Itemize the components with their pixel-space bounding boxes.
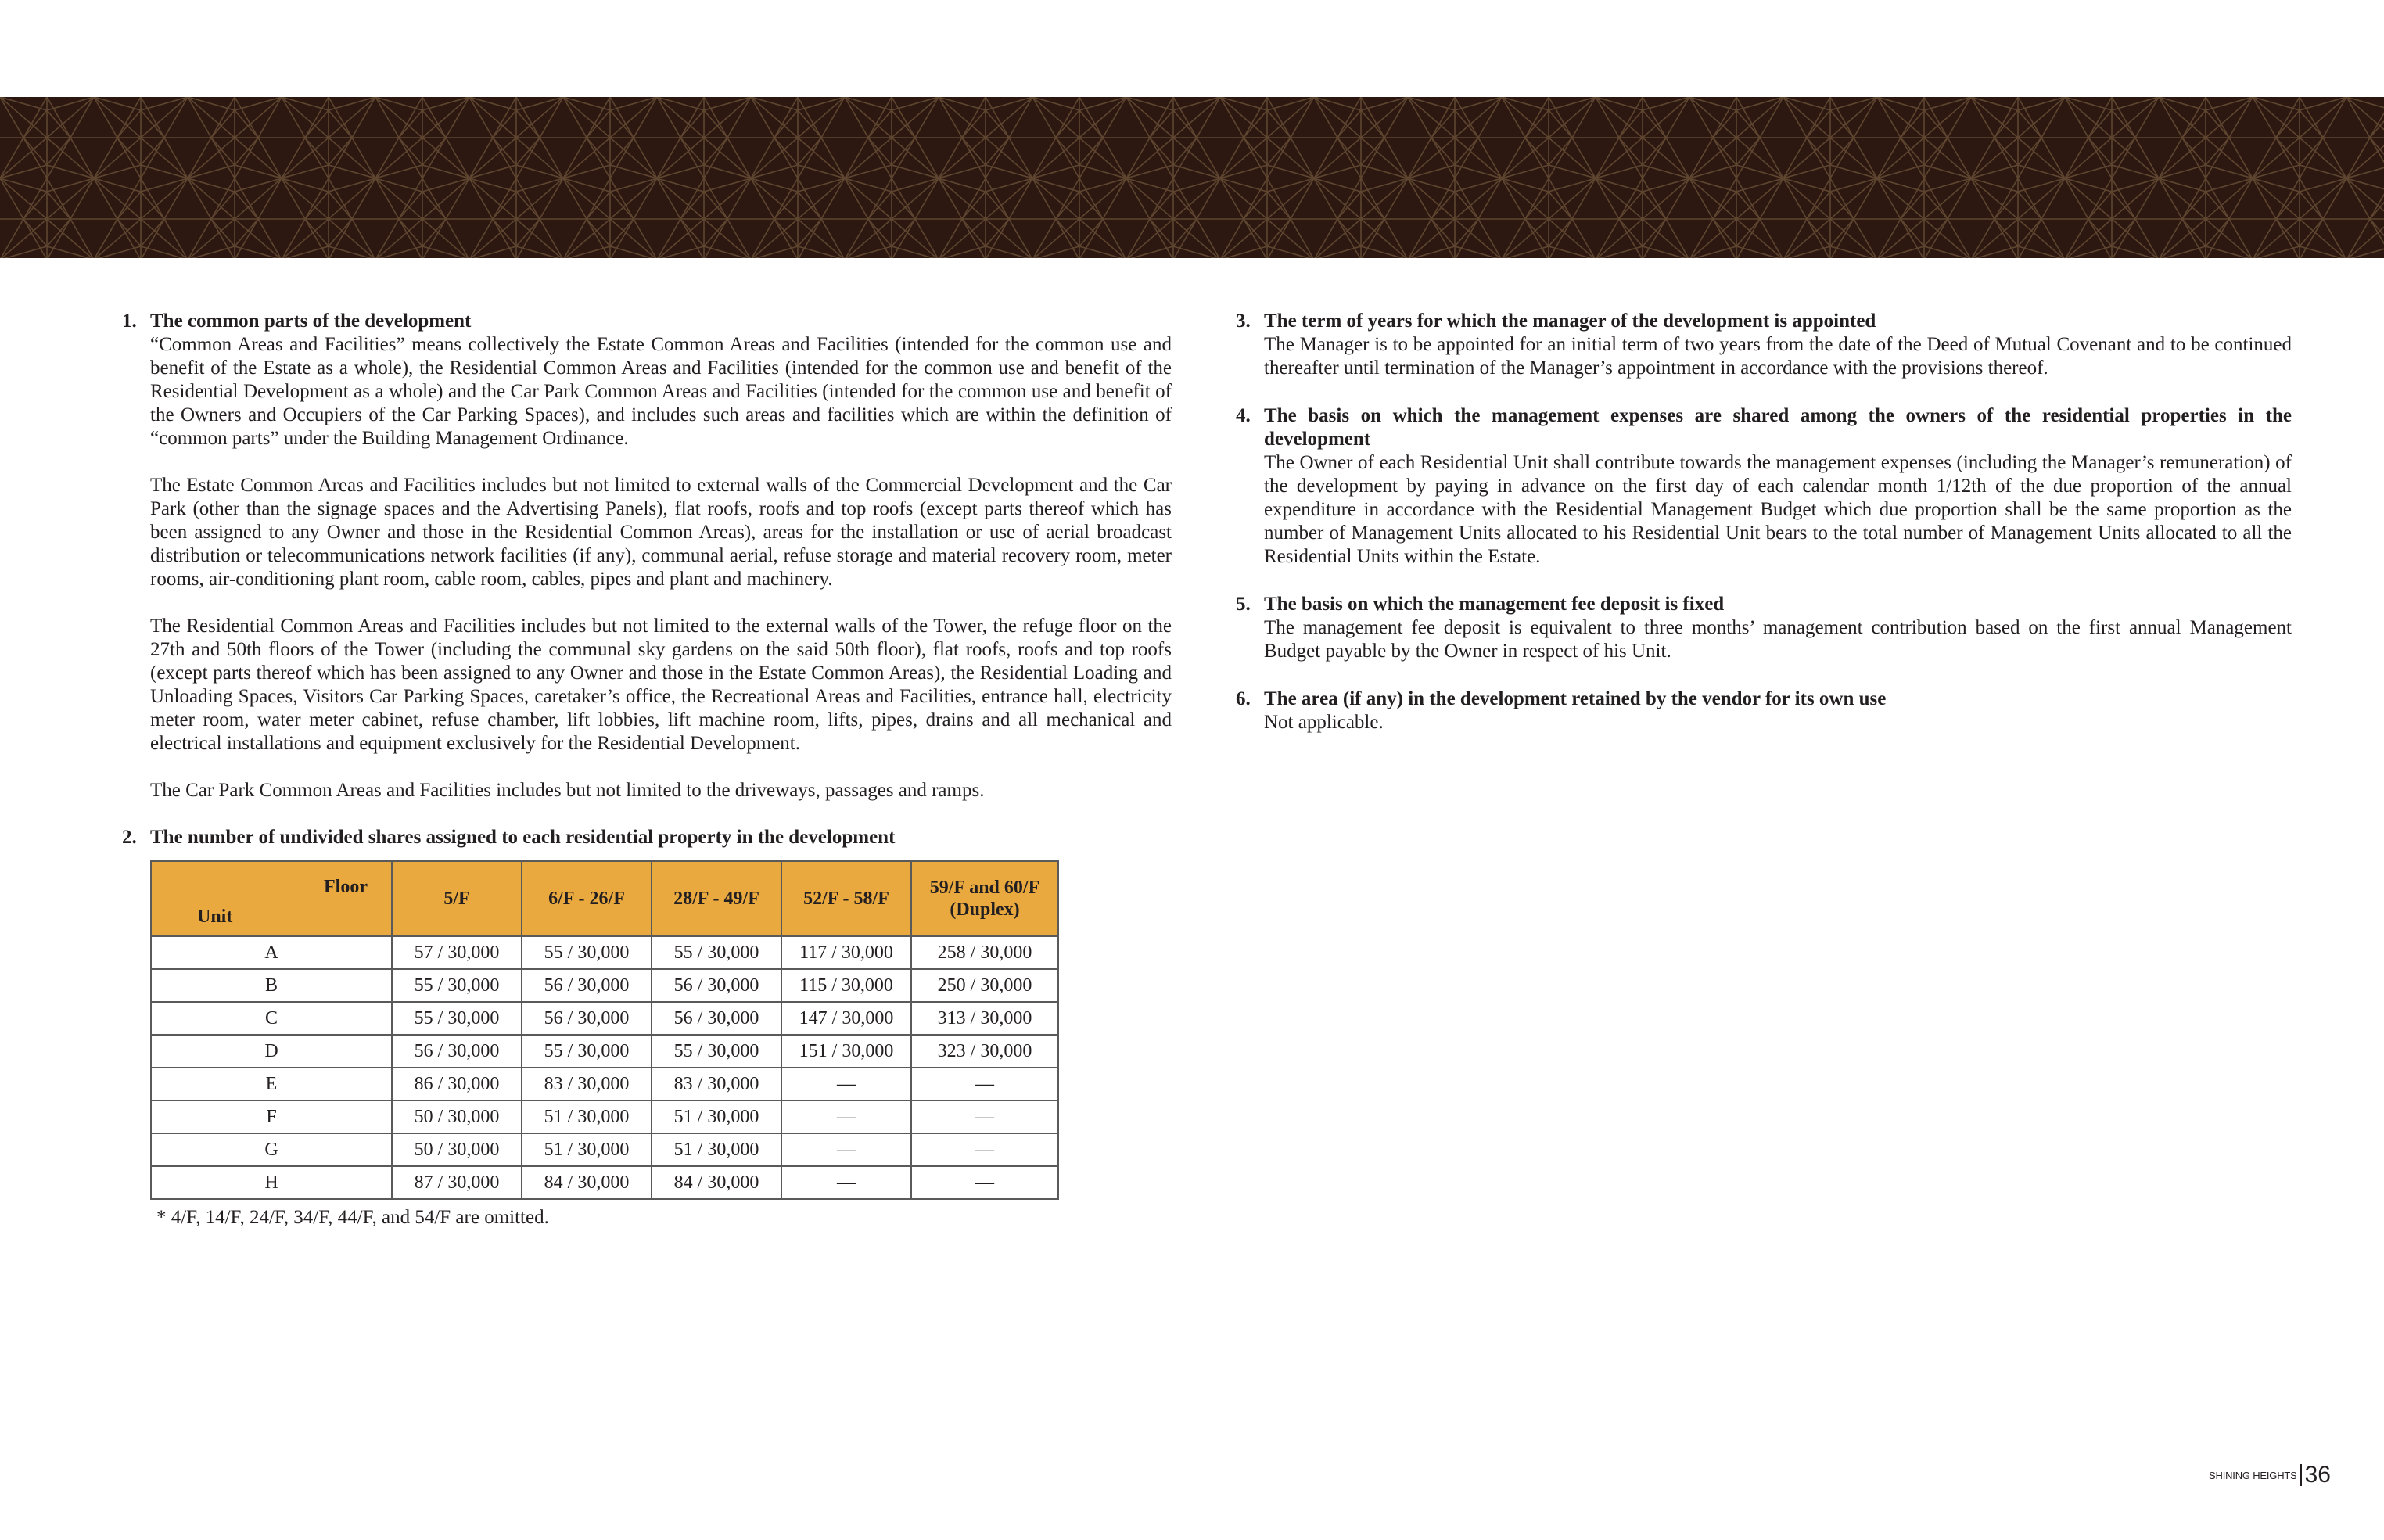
table-cell: 55 / 30,000 xyxy=(652,936,781,969)
table-cell: 83 / 30,000 xyxy=(652,1068,781,1100)
table-cell: 323 / 30,000 xyxy=(911,1035,1058,1068)
table-cell: — xyxy=(781,1133,911,1166)
table-cell: 55 / 30,000 xyxy=(522,936,652,969)
table-row xyxy=(151,1166,1058,1199)
table-cell: 50 / 30,000 xyxy=(392,1100,522,1133)
table-cell: 51 / 30,000 xyxy=(652,1133,781,1166)
section-undivided-shares xyxy=(122,826,1172,1229)
section-heading: The common parts of the development xyxy=(150,311,472,332)
table-cell: 115 / 30,000 xyxy=(781,969,911,1002)
column-header: 5/F xyxy=(392,861,522,936)
unit-cell: A xyxy=(151,936,392,969)
section-heading: The basis on which the management fee deposit is fixed xyxy=(1264,594,1725,615)
paragraph: The Owner of each Residential Unit shall contribute towards the management expenses (including the Manager’s remuneration) of the development by paying in advance on the first day of each calendar month 1/12th of the due proportion of the annual expenditure in accordance with the Residential Management Budget which due proportion shall be the same proportion as the number of Management Units allocated to his Residential Unit bears to the total number of Management Units allocated to all the Residential Units within the Estate. xyxy=(1264,452,2292,567)
column-header-line: 59/F and 60/F xyxy=(929,878,1040,898)
table-cell: 258 / 30,000 xyxy=(911,936,1058,969)
column-header-line: (Duplex) xyxy=(950,899,1020,920)
table-row xyxy=(151,1068,1058,1100)
table-cell: 56 / 30,000 xyxy=(522,1002,652,1035)
table-footnote: * 4/F, 14/F, 24/F, 34/F, 44/F, and 54/F are omitted. xyxy=(156,1207,549,1228)
section-heading: The area (if any) in the development retained by the vendor for its own use xyxy=(1264,688,1887,709)
table-cell: — xyxy=(781,1068,911,1100)
unit-cell: G xyxy=(151,1133,392,1166)
paragraph: Not applicable. xyxy=(1264,712,1384,733)
unit-cell: B xyxy=(151,969,392,1002)
table-row xyxy=(151,1133,1058,1166)
floor-label: Floor xyxy=(324,877,368,897)
table-cell: 151 / 30,000 xyxy=(781,1035,911,1068)
unit-label: Unit xyxy=(197,906,233,927)
table-cell: 50 / 30,000 xyxy=(392,1133,522,1166)
column-header: 6/F - 26/F xyxy=(522,861,652,936)
page-footer xyxy=(2209,1459,2331,1491)
hemp-leaf-pattern-icon xyxy=(0,97,2384,258)
left-column xyxy=(122,310,1172,1229)
unit-cell: E xyxy=(151,1068,392,1100)
table-cell: 147 / 30,000 xyxy=(781,1002,911,1035)
table-cell: 56 / 30,000 xyxy=(392,1035,522,1068)
table-cell: 84 / 30,000 xyxy=(652,1166,781,1199)
table-cell: 84 / 30,000 xyxy=(522,1166,652,1199)
section-number: 5. xyxy=(1236,594,1251,615)
section-number: 4. xyxy=(1236,405,1251,426)
table-cell: 56 / 30,000 xyxy=(652,1002,781,1035)
column-header: 52/F - 58/F xyxy=(781,861,911,936)
unit-cell: H xyxy=(151,1166,392,1199)
table-cell: 83 / 30,000 xyxy=(522,1068,652,1100)
section-heading: The term of years for which the manager of the development is appointed xyxy=(1264,311,1876,332)
table-cell: 51 / 30,000 xyxy=(522,1133,652,1166)
footer-divider xyxy=(2300,1464,2302,1486)
table-cell: 117 / 30,000 xyxy=(781,936,911,969)
section-number: 2. xyxy=(122,827,137,848)
table-cell: — xyxy=(911,1100,1058,1133)
table-cell: 313 / 30,000 xyxy=(911,1002,1058,1035)
table-cell: 57 / 30,000 xyxy=(392,936,522,969)
column-header xyxy=(911,861,1058,936)
page-number: 36 xyxy=(2304,1462,2331,1488)
table-cell: — xyxy=(781,1100,911,1133)
paragraph: The Estate Common Areas and Facilities includes but not limited to external walls of the Commercial Development and the Car Park (other than the signage spaces and the Advertising Panels), flat roofs, roofs and top roofs (except parts thereof which has been assigned to any Owner and those in the Residential Common Areas), areas for the installation or use of aerial broadcast distribution or telecommunications network facilities (if any), communal aerial, refuse storage and material recovery room, meter rooms, air-conditioning plant room, cable room, cables, pipes and plant and machinery. xyxy=(150,475,1172,590)
table-cell: — xyxy=(911,1166,1058,1199)
column-header: 28/F - 49/F xyxy=(652,861,781,936)
table-cell: 87 / 30,000 xyxy=(392,1166,522,1199)
undivided-shares-table xyxy=(150,860,1059,1200)
section-retained-area xyxy=(1236,687,2292,734)
table-cell: 55 / 30,000 xyxy=(652,1035,781,1068)
table-corner-cell xyxy=(151,861,392,936)
table-cell: 55 / 30,000 xyxy=(392,1002,522,1035)
paragraph: The Residential Common Areas and Facilities includes but not limited to the external walls of the Tower, the refuge floor on the 27th and 50th floors of the Tower (including the communal sky gardens on the said 50th floor), flat roofs, roofs and top roofs (except parts thereof which has been assigned to any Owner and those in the Estate Common Areas), the Residential Loading and Unloading Spaces, Visitors Car Parking Spaces, caretaker’s office, the Recreational Areas and Facilities, entrance hall, electricity meter room, water meter cabinet, refuse chamber, lift lobbies, lift machine room, lifts, pipes, drains and all mechanical and electrical installations and equipment exclusively for the Residential Development. xyxy=(150,616,1172,754)
table-cell: — xyxy=(911,1068,1058,1100)
section-manager-term xyxy=(1236,310,2292,380)
brand-name: SHINING HEIGHTS xyxy=(2209,1469,2297,1481)
table-header-row xyxy=(151,861,1058,936)
table-cell: 51 / 30,000 xyxy=(522,1100,652,1133)
unit-cell: F xyxy=(151,1100,392,1133)
section-number: 3. xyxy=(1236,311,1251,332)
table-cell: — xyxy=(911,1133,1058,1166)
table-cell: 250 / 30,000 xyxy=(911,969,1058,1002)
unit-cell: C xyxy=(151,1002,392,1035)
table-row xyxy=(151,1035,1058,1068)
table-cell: 86 / 30,000 xyxy=(392,1068,522,1100)
section-management-expenses xyxy=(1236,404,2292,569)
paragraph: “Common Areas and Facilities” means collectively the Estate Common Areas and Facilities (intended for the common use and benefit of the Estate as a whole), the Residential Common Areas and Facilities (intended for the common use and benefit of the Residential Development as a whole) and the Car Park Common Areas and Facilities (intended for the common use and benefit of the Owners and Occupiers of the Car Parking Spaces), and includes such areas and facilities which are within the definition of “common parts” under the Building Management Ordinance. xyxy=(150,334,1172,449)
section-fee-deposit xyxy=(1236,593,2292,663)
right-column xyxy=(1236,310,2292,734)
section-heading: The number of undivided shares assigned to each residential property in the development xyxy=(150,827,896,848)
section-number: 6. xyxy=(1236,688,1251,709)
paragraph: The management fee deposit is equivalent to three months’ management contribution based on the first annual Management Budget payable by the Owner in respect of his Unit. xyxy=(1264,617,2292,662)
table-cell: — xyxy=(781,1166,911,1199)
decorative-banner xyxy=(0,97,2384,258)
table-cell: 56 / 30,000 xyxy=(522,969,652,1002)
table-cell: 55 / 30,000 xyxy=(522,1035,652,1068)
section-common-parts xyxy=(122,310,1172,802)
paragraph: The Manager is to be appointed for an initial term of two years from the date of the Deed of Mutual Covenant and to be continued thereafter until termination of the Manager’s appointment in accordance with the provisions thereof. xyxy=(1264,334,2292,379)
unit-cell: D xyxy=(151,1035,392,1068)
table-cell: 56 / 30,000 xyxy=(652,969,781,1002)
table-cell: 55 / 30,000 xyxy=(392,969,522,1002)
table-cell: 51 / 30,000 xyxy=(652,1100,781,1133)
table-row xyxy=(151,936,1058,969)
section-heading: The basis on which the management expenses are shared among the owners of the residential properties in the development xyxy=(1264,405,2292,450)
paragraph: The Car Park Common Areas and Facilities includes but not limited to the driveways, passages and ramps. xyxy=(150,780,985,801)
table-row xyxy=(151,1100,1058,1133)
section-number: 1. xyxy=(122,311,137,332)
table-row xyxy=(151,1002,1058,1035)
table-row xyxy=(151,969,1058,1002)
